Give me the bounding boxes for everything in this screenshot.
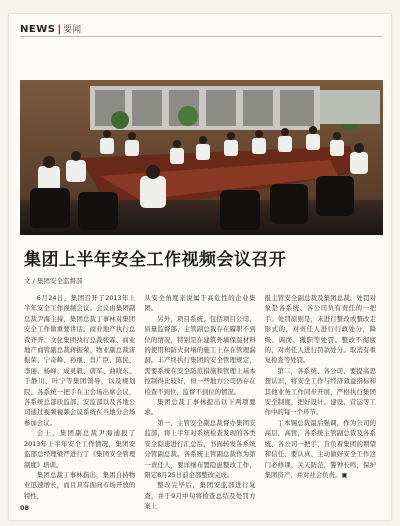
subsection-label: 要闻 (63, 25, 82, 35)
section-header (20, 22, 81, 35)
article-column-2 (144, 293, 256, 511)
paragraph: 整改完毕后，集团安监部进行复查，并于9月中旬将检查总结及处罚方案上 (144, 481, 256, 511)
section-divider: | (57, 24, 62, 35)
paragraph: 丁本锡总裁最后强调，作为公司的高层，高管，各系统主管副总裁及各系统、各公司一把手，肯负着集团的期望和信任，要认真、主动做好安全工作这门必修课，关天防范，警钟长鸣，保护集团资产，并对社会负责。▣ (264, 418, 376, 479)
header-rule (20, 36, 382, 37)
section-label: NEWS (20, 24, 56, 35)
page-number: 08 (20, 504, 30, 512)
paragraph: 会上，集团副总裁尹海通报了2013年上半年安全工作情况，集团安监部总经理梁严进行了《集团安全管理制度》培训。 (24, 429, 136, 469)
article-byline: 文 / 集团安全监督部 (24, 277, 83, 285)
paragraph: 报主管安全副总裁及集团总裁。处罚对象是各系统、各公司负有责任的一把手。处罚原则是，未进行整改或整改走形式的，对责任人进行行政处分，降级、调岗、撤职等处罚。整改不彻底的，对责任人进行罚款处分。取消有重复检查等处罚。 (264, 294, 376, 365)
paragraph: 6月24日，集团召开了2013年上半年安全工作视频会议。会议由集团副总裁尹海主持，集团总裁丁事林对集团安全工作做重要讲话。商业地产执行总裁齐齐、文化集团执行总裁张霖、商业地产商管副总裁蒋振荣、物业副总裁唐振荣、宁奇峰、孙继、肖广臣、陈民、李丽、杨峰、成灵毅、唐军、曲晓东、于静川、叶宁等集团领导，以及规划院、各系统一把手在主会场出席会议，各系统总部质监部、安监部以及各地公司通过视频视频会议系统在当地分会场参加会议。 (24, 294, 136, 427)
paragraph: 第二，各系统、各公司，要提高思想认识，将安全工作与经济效益指标和其他业务工作同步开展，严格执行集团安全制度，把好设计、建设、营运等工作中的每一个环节。 (264, 366, 376, 417)
paragraph: 第一，主管安全副总裁督办集团安监部，将上半年对系统检查发现的各类安全隐患进行汇总后，书面转发各系统分管副总裁。各系统主管副总裁作为第一责任人，要详细布置隐患整改工作，限定8月25日前全部整改完成。 (144, 418, 256, 479)
article-column-3 (265, 293, 376, 505)
meeting-photo (20, 80, 383, 235)
paragraph: 集团总裁丁事林指出，集团自持物业迅速增长，而且具有面向市场开放的特性， (24, 470, 136, 500)
paragraph: 从安全角度来说属于高危性的企业集团。 (144, 294, 256, 313)
article-column-1 (24, 293, 135, 505)
paragraph: 另外，项目系统，包括项目公司、质量监督部、主管副总裁存在履职不到位的情况，特别是在建筑外墙保温材料的使用和防火封堵的施工上存在管理漏洞。丰产终执行集团的安全管理规定，需要系统在安全防范措施和管理上基本控制得比较好，但一些地方公司仍存在检查不到位、监督不到位的情况。 (144, 314, 256, 396)
meeting-photo-icon (20, 80, 383, 235)
article-title: 集团上半年安全工作视频会议召开 (24, 250, 287, 270)
paragraph: 集团总裁丁事林提出以下两项要求。 (144, 398, 256, 417)
